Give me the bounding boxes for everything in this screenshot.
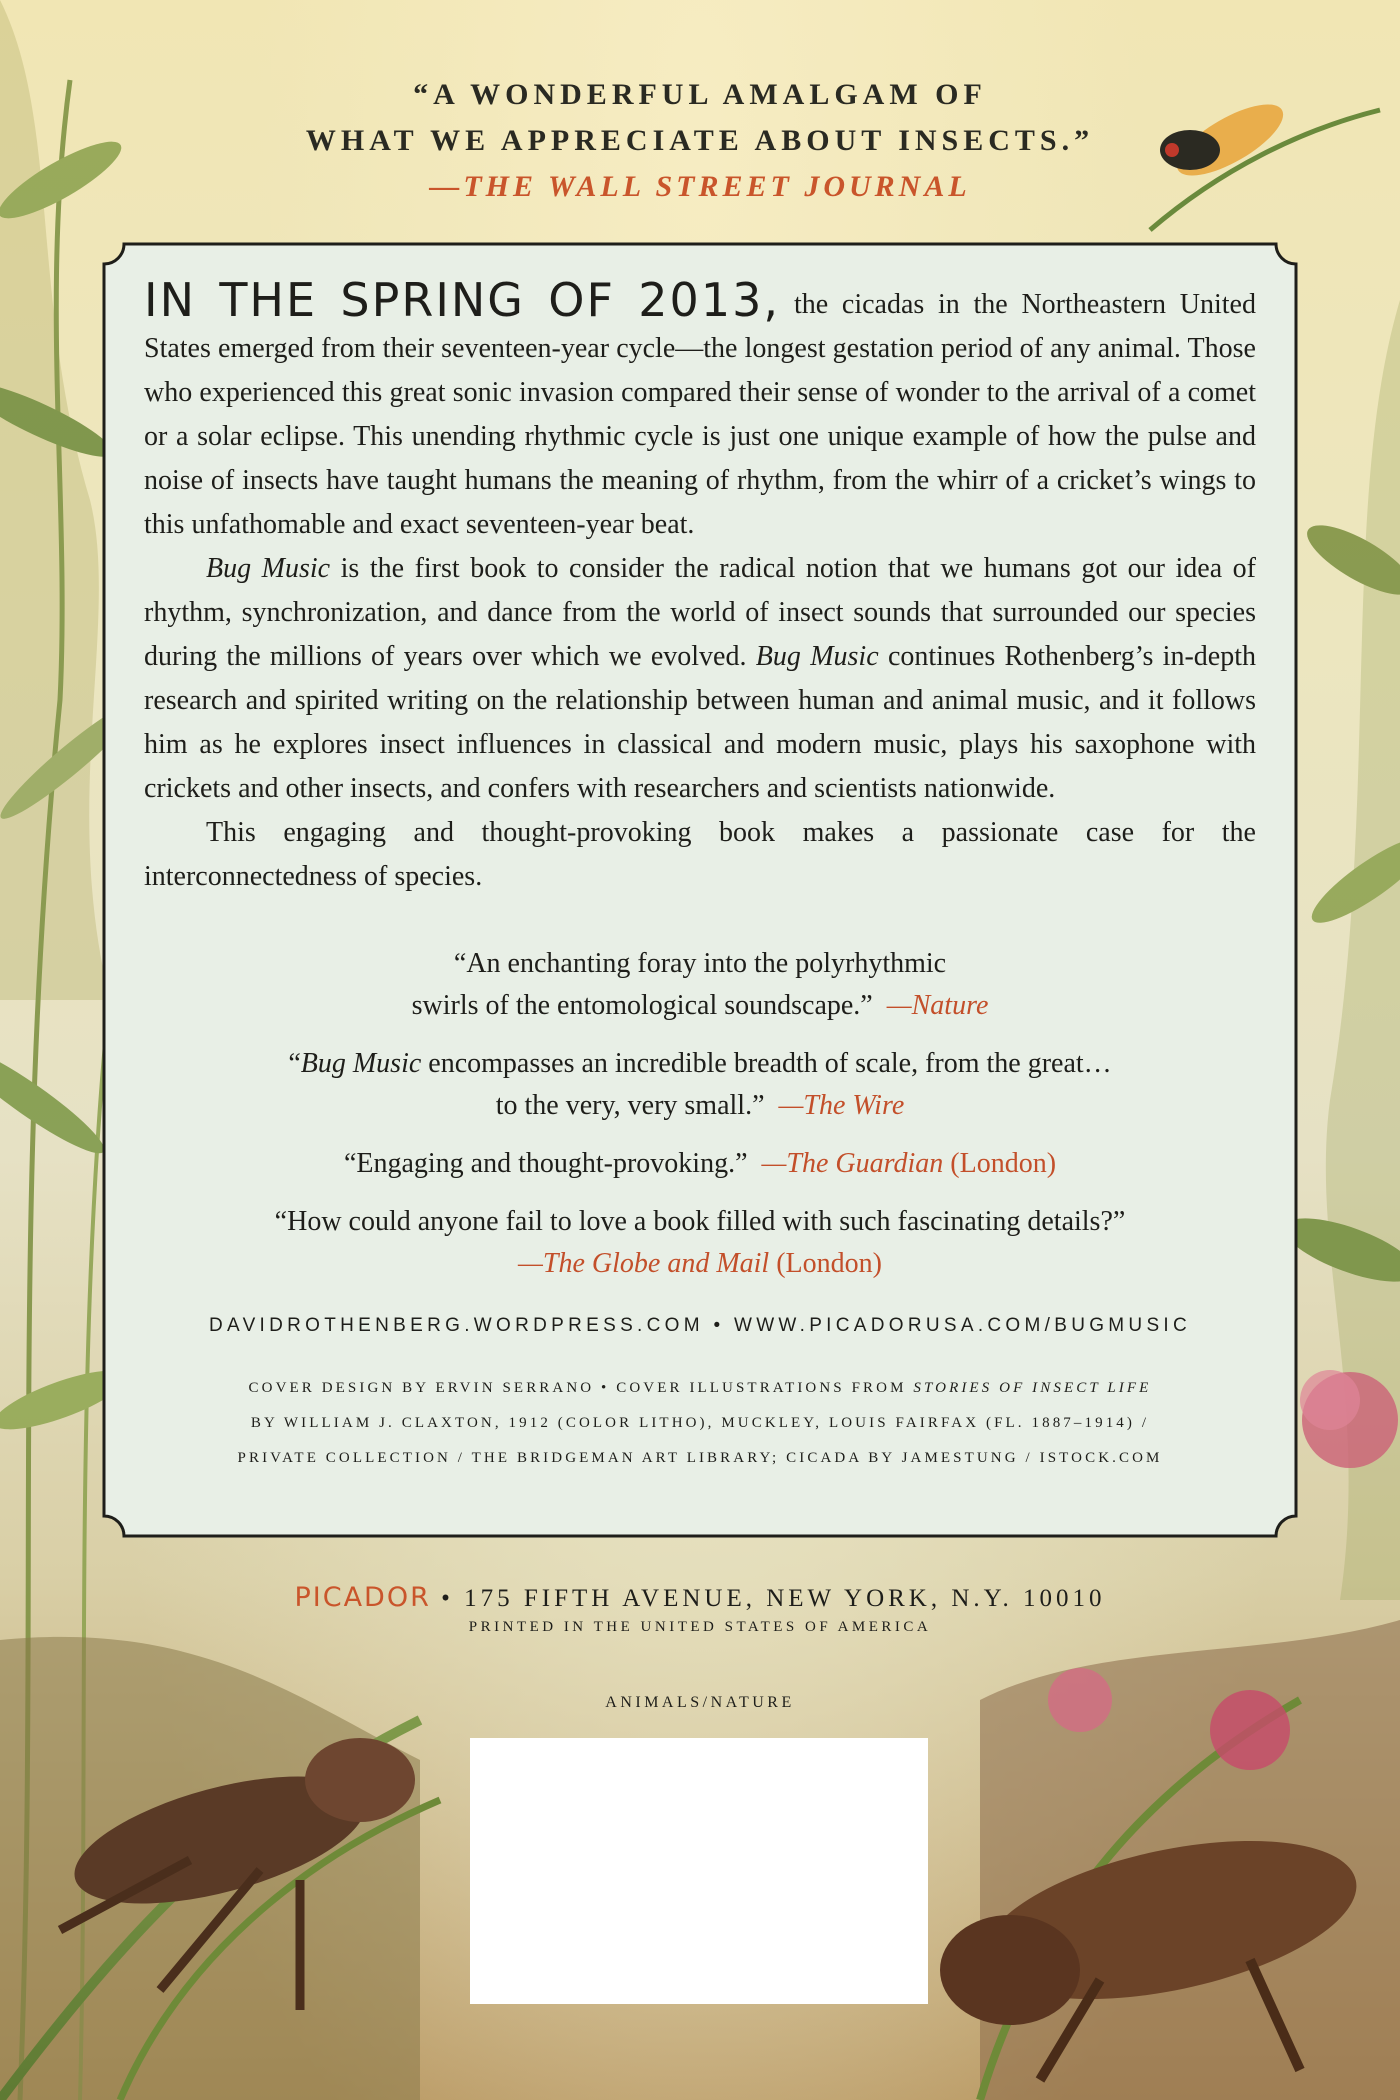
- lead-in-heading: IN THE SPRING OF 2013,: [144, 273, 780, 327]
- review-quote-wire: [144, 1043, 1256, 1127]
- quote-source: —Nature: [886, 990, 989, 1021]
- barcode-area: [470, 1738, 928, 2004]
- website-urls: DAVIDROTHENBERG.WORDPRESS.COM • WWW.PICADORUSA.COM/BUGMUSIC: [208, 1315, 1192, 1336]
- publisher-info: [0, 1582, 1400, 1636]
- quote-line: encompasses an incredible breadth of scale, from the great…: [421, 1048, 1112, 1079]
- quote-line: “How could anyone fail to love a book filled with such fascinating details?”: [274, 1206, 1126, 1237]
- quote-source-place: (London): [776, 1248, 882, 1279]
- credits-source-title: STORIES OF INSECT LIFE: [913, 1380, 1152, 1396]
- quote-source: —The Guardian: [761, 1148, 944, 1179]
- quote-source: —The Globe and Mail: [518, 1248, 770, 1279]
- book-description: [144, 273, 1257, 899]
- credits-line-3: PRIVATE COLLECTION / THE BRIDGEMAN ART LIBRARY; CICADA BY JAMESTUNG / ISTOCK.COM: [237, 1450, 1163, 1466]
- quote-line: to the very, very small.”: [495, 1090, 765, 1121]
- printed-in: PRINTED IN THE UNITED STATES OF AMERICA: [468, 1619, 932, 1635]
- quote-source-place: (London): [950, 1148, 1057, 1179]
- quote-line: “An enchanting foray into the polyrhythmic: [453, 948, 947, 979]
- panel-content: [144, 273, 1257, 1476]
- paragraph-2-text-b: continues Rothenberg’s in-depth research and spirited writing on the relationship between human and animal music, and it follows him as he explores insect influences in classical and modern music, plays his saxophone with crickets and other insects, and confers with researchers and scientists nationwide.: [144, 641, 1256, 804]
- quote-line: “Engaging and thought-provoking.”: [343, 1148, 748, 1179]
- paragraph-2-text-a: is the first book to consider the radical notion that we humans got our idea of rhythm, synchronization, and dance from the world of insect sounds that surrounded our species during the millions of years over which we evolved.: [144, 553, 1257, 672]
- review-quote-nature: [144, 943, 1256, 1027]
- publisher-address: • 175 FIFTH AVENUE, NEW YORK, N.Y. 10010: [430, 1585, 1106, 1612]
- top-pull-quote: [0, 72, 1400, 210]
- credits-line-1: COVER DESIGN BY ERVIN SERRANO • COVER ILLUSTRATIONS FROM: [248, 1380, 914, 1396]
- book-title-mention: Bug Music: [755, 641, 879, 672]
- description-panel: [100, 240, 1300, 1540]
- quote-open-mark: “: [288, 1048, 301, 1079]
- review-quote-guardian: [144, 1143, 1256, 1185]
- description-paragraph-2: [144, 547, 1256, 811]
- book-title-mention: Bug Music: [206, 553, 331, 584]
- quote-source: —The Wire: [778, 1090, 905, 1121]
- paragraph-1-text: the cicadas in the Northeastern United States emerged from their seventeen-year cycle—the longest gestation period of any animal. Those who experienced this great sonic invasion compared their sense of wonder to the arrival of a comet or a solar eclipse. This unending rhythmic cycle is just one unique example of how the pulse and noise of insects have taught humans the meaning of rhythm, from the whirr of a cricket’s wings to this unfathomable and exact seventeen-year beat.: [144, 289, 1256, 540]
- quote-line: swirls of the entomological soundscape.”: [411, 990, 873, 1021]
- book-title-mention: Bug Music: [300, 1048, 422, 1079]
- review-quotes: [144, 943, 1256, 1285]
- publisher-logo: PICADOR: [294, 1582, 431, 1613]
- review-quote-globe: [144, 1201, 1256, 1285]
- credits-line-2: BY WILLIAM J. CLAXTON, 1912 (COLOR LITHO), MUCKLEY, LOUIS FAIRFAX (FL. 1887–1914) /: [250, 1415, 1150, 1431]
- top-quote-source: —THE WALL STREET JOURNAL: [429, 170, 971, 203]
- top-quote-line-2: WHAT WE APPRECIATE ABOUT INSECTS.”: [305, 124, 1095, 157]
- description-paragraph-3: This engaging and thought-provoking book makes a passionate case for the interconnectedness of species.: [144, 817, 1256, 892]
- book-category: ANIMALS/NATURE: [605, 1694, 795, 1711]
- top-quote-line-1: “A WONDERFUL AMALGAM OF: [413, 78, 987, 111]
- cover-credits: [144, 1371, 1256, 1476]
- description-paragraph-1: [144, 273, 1256, 547]
